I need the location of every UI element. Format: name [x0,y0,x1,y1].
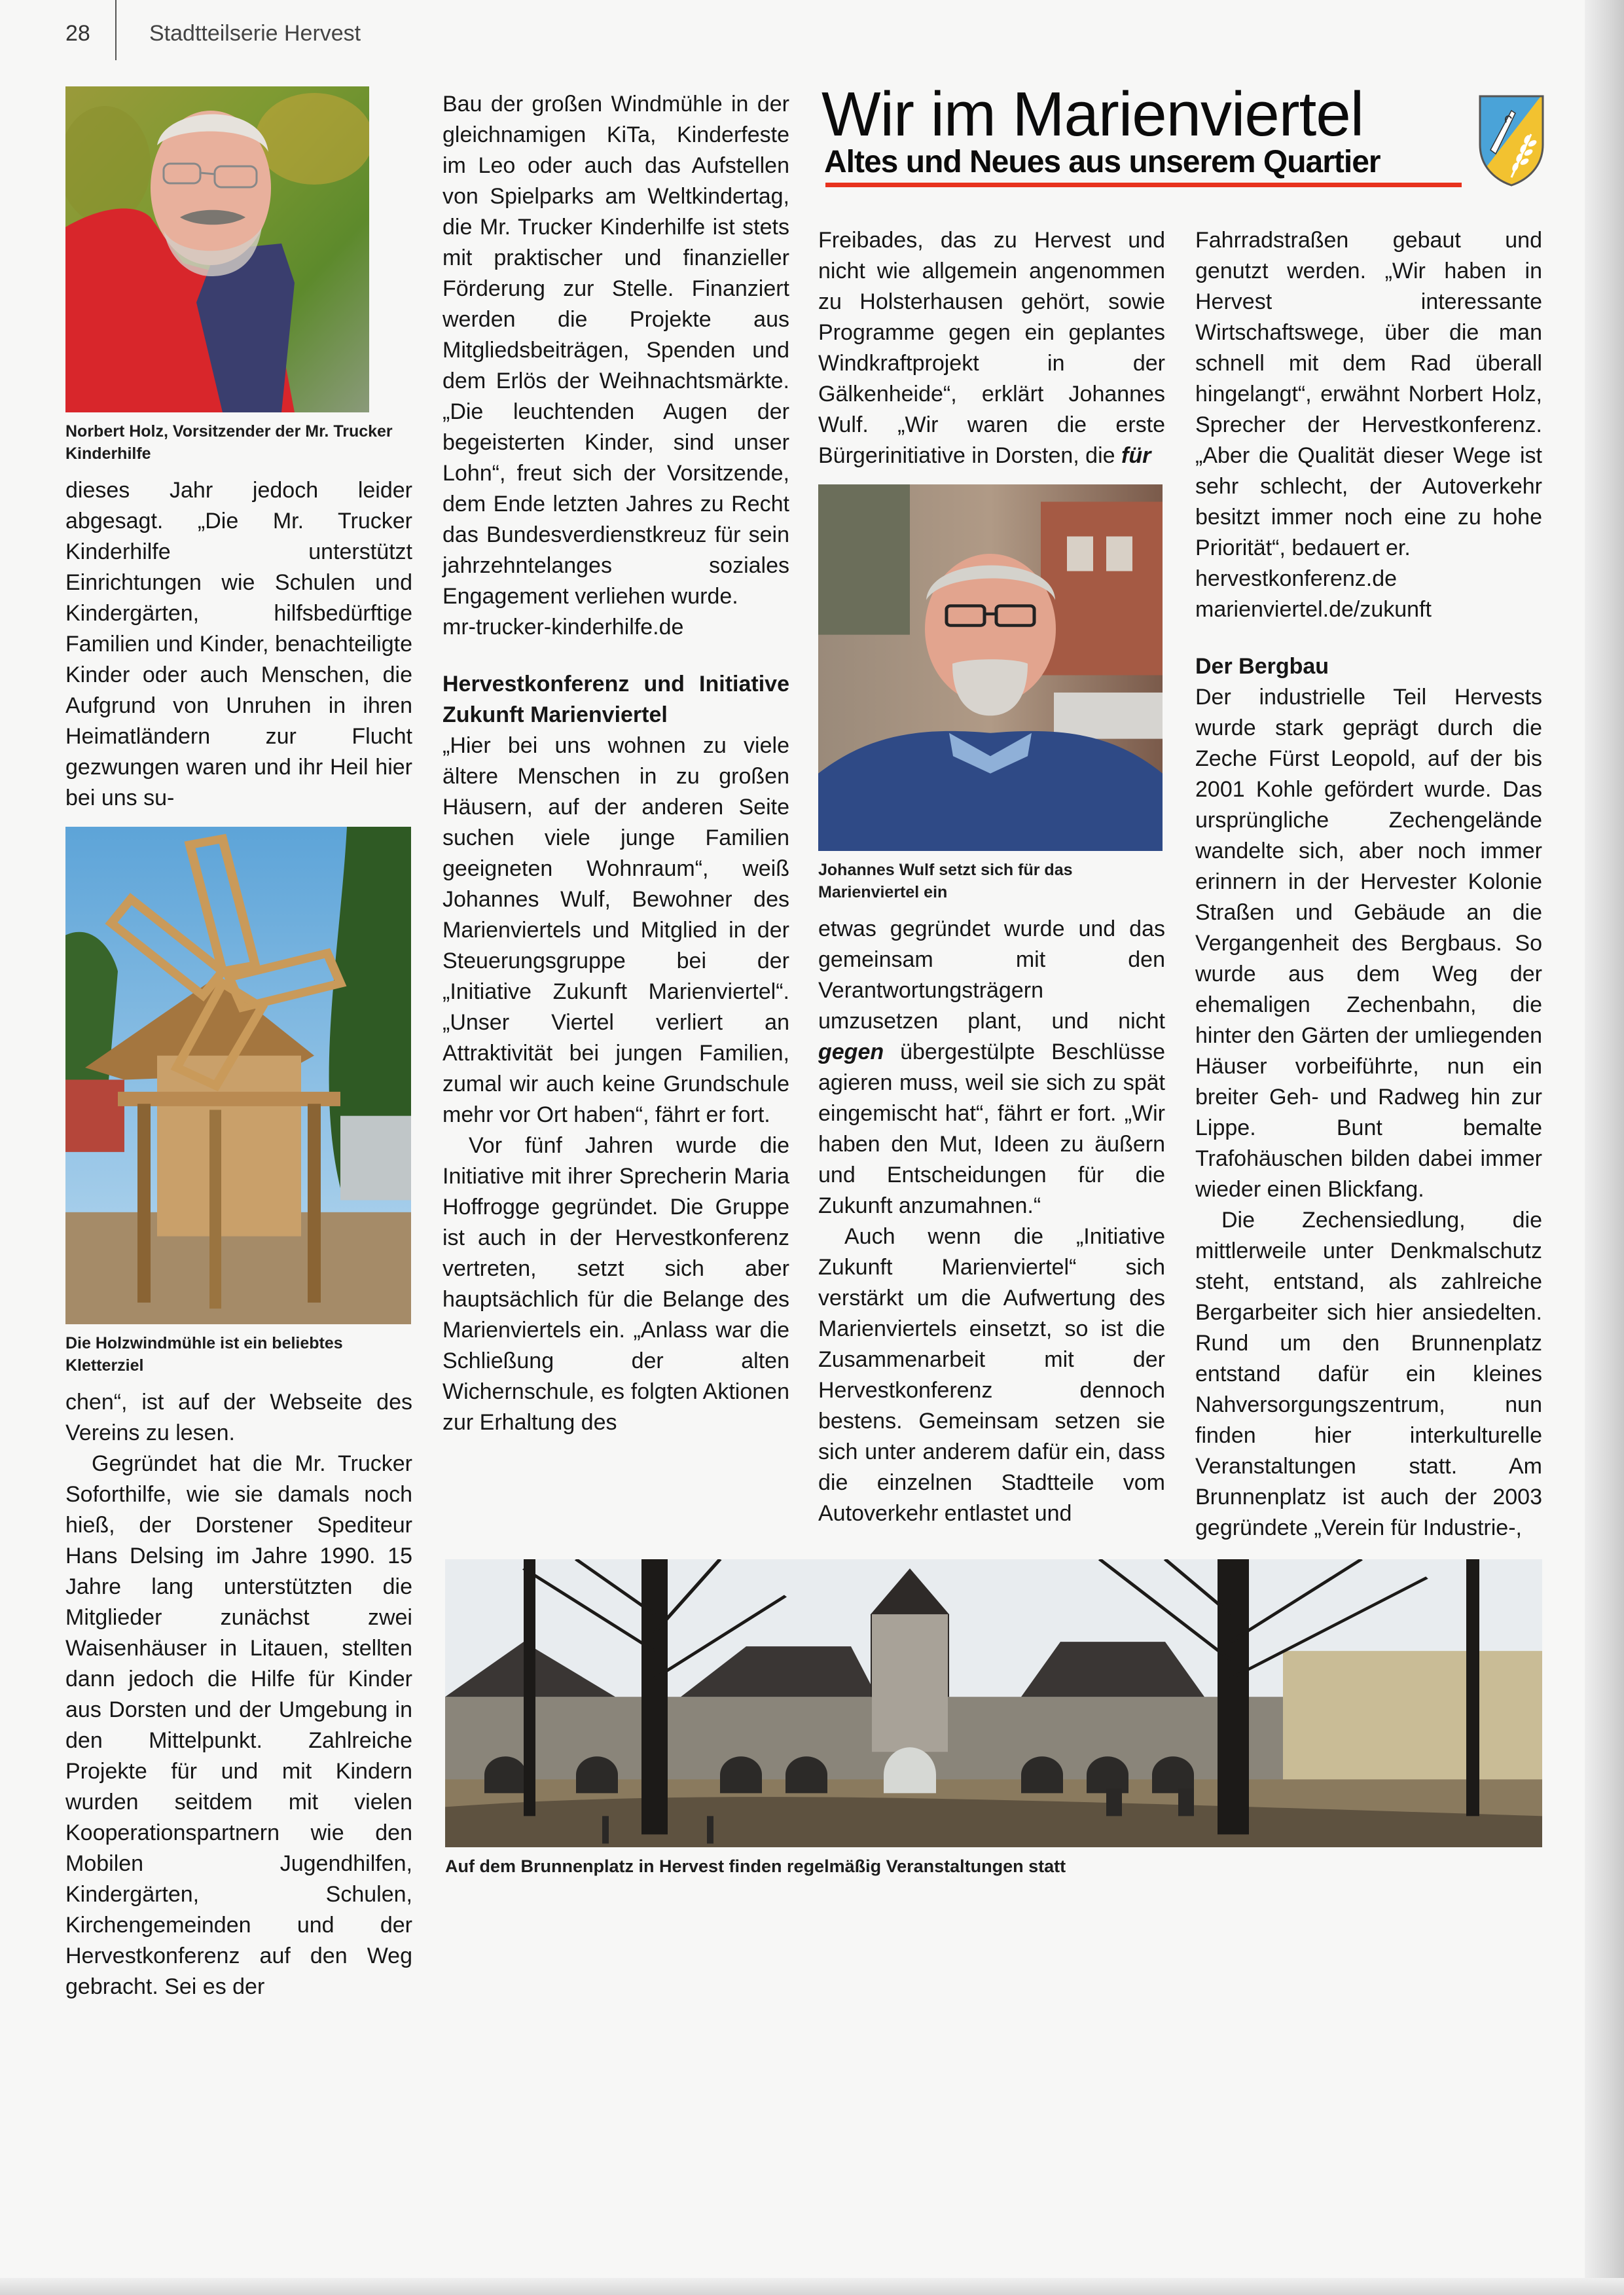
article-text-block [818,914,1165,1529]
paragraph: „Hier bei uns wohnen zu viele ältere Menschen in zu großen Häusern, auf der anderen Seite suchen viele junge Familien geeigneten Wohnraum“, weiß Johannes Wulf, Bewohner des Marienviertels und Mitglied in der Steuerungsgruppe bei der „Initiative Zukunft Marienviertel“. „Unser Viertel verliert an Attraktivität bei jungen Familien, zumal wir auch keine Grundschule mehr vor Ort haben“, fährt er fort. [442,733,789,1127]
article-column-2 [442,89,789,1438]
emphasis: für [1121,443,1151,468]
photo-wooden-windmill [65,827,411,1324]
paragraph: Die Zechensiedlung, die mittlerweile unter Denkmalschutz steht, entstand, als zahlreiche Bergarbeiter sich hier ansiedelten. Rund um den Brunnenplatz entstand dafür ein kleines Nahversorgungszentrum, nun finden hier interkulturelle Veranstaltungen statt. Am Brunnenplatz ist auch der 2003 gegründete „Verein für Industrie-, [1195,1208,1542,1540]
text-run: Freibades, das zu Hervest und nicht wie allgemein angenommen zu Holsterhausen gehört, sowie Programme gegen ein geplantes Windkraftprojekt in der Gälkenheide“, erklärt Johannes Wulf. „Wir waren die erste Bürgerinitiative in Dorsten, die [818,228,1165,468]
paragraph: Auch wenn die „Initiative Zukunft Marienviertel“ sich verstärkt um die Aufwertung des Marienviertels einsetzt, so ist die Zusammenarbeit mit der Hervestkonferenz dennoch bestens. Gemeinsam setzen sie sich unter anderem dafür ein, dass die einzelnen Stadtteile vom Autoverkehr entlastet und [818,1224,1165,1526]
article-text-block [818,225,1165,471]
article-text-block [442,89,789,1438]
paragraph: dieses Jahr jedoch leider abgesagt. „Die Mr. Trucker Kinderhilfe unterstützt Einrichtungen wie Schulen und Kindergärten, hilfsbedürftige Familien und Kinder, benachteiligte Kinder oder auch Menschen, die Aufgrund von Unruhen in ihren Heimatländern zur Flucht gezwungen waren und ihr Heil hier bei uns su- [65,478,412,810]
subheading-hervestkonferenz: Hervestkonferenz und Initiative Zukunft Marienviertel [442,672,789,727]
page-bottom-edge [0,2278,1624,2295]
photo-johannes-wulf [818,484,1163,851]
section-masthead [821,79,1528,193]
photo-caption-norbert-holz: Norbert Holz, Vorsitzender der Mr. Trucker Kinderhilfe [65,422,393,463]
paragraph: Vor fünf Jahren wurde die Initiative mit ihrer Sprecherin Maria Hoffrogge gegründet. Die Gruppe ist auch in der Hervestkonferenz vertreten, setzt sich aber hauptsächlich für die Belange des Marienviertels ein. „Anlass war die Schließung der alten Wichernschule, es folgten Aktionen zur Erhaltung des [442,1133,789,1435]
article-text-block [65,475,412,814]
article-column-4 [1195,225,1542,1544]
coat-of-arms-icon [1477,94,1545,187]
header-divider [115,0,117,60]
section-subtitle: Altes und Neues aus unserem Quartier [824,145,1380,179]
photo-brunnenplatz [445,1559,1542,1847]
paragraph: Gegründet hat die Mr. Trucker Soforthilfe, wie sie damals noch hieß, der Dorstener Spediteur Hans Delsing im Jahre 1990. 15 Jahre lang unterstützten die Mitglieder zunächst zwei Waisenhäuser in Litauen, stellten dann jedoch die Hilfe für Kinder aus Dorsten und der Umgebung in den Mittelpunkt. Zahlreiche Projekte für und mit Kindern wurden seitdem mit vielen Kooperationspartnern wie den Mobilen Jugendhilfen, Kindergärten, Schulen, Kirchengemeinden und der Hervestkonferenz auf den Weg gebracht. Sei es der [65,1451,412,1999]
paragraph [818,914,1165,1221]
title-underline [825,183,1462,187]
subheading-bergbau: Der Bergbau [1195,654,1329,679]
article-text-block [65,1387,412,2002]
photo-caption-johannes-wulf: Johannes Wulf setzt sich für das Marienviertel ein [818,861,1073,901]
paragraph [818,225,1165,471]
website-link[interactable]: mr-trucker-kinderhilfe.de [442,615,684,640]
paragraph: chen“, ist auf der Webseite des Vereins zu lesen. [65,1390,412,1445]
website-link-marienviertel[interactable]: marienviertel.de/zukunft [1195,597,1432,622]
bottom-photo-block [445,1559,1542,1888]
emphasis: gegen [818,1039,884,1064]
section-title: Wir im Marienviertel [821,79,1364,149]
paragraph: Fahrradstraßen gebaut und genutzt werden. „Wir haben in Hervest interessante Wirtschaftswege, über die man schnell mit dem Rad überall hingelangt“, erwähnt Norbert Holz, Sprecher der Hervestkonferenz. „Aber die Qualität dieser Wege ist sehr schlecht, der Autoverkehr besitzt immer noch eine zu hohe Priorität“, bedauert er. [1195,228,1542,560]
series-title: Stadtteilserie Hervest [149,21,361,46]
text-run: etwas gegründet wurde und das gemeinsam mit den Verantwortungsträgern umzusetzen plant, und nicht [818,916,1165,1034]
photo-caption-windmill: Die Holzwindmühle ist ein beliebtes Kletterziel [65,1334,343,1375]
article-column-1 [65,86,412,2002]
text-run: übergestülpte Beschlüsse agieren muss, weil sie sich zu spät eingemischt hat“, fährt er fort. „Wir haben den Mut, Ideen zu äußern und Entscheidungen für die Zukunft anzumahnen.“ [818,1039,1165,1218]
paragraph: Bau der großen Windmühle in der gleichnamigen KiTa, Kinderfeste im Leo oder auch das Aufstellen von Spielparks am Weltkindertag, die Mr. Trucker Kinderhilfe ist stets mit praktischer und finanzieller Förderung zur Stelle. Finanziert werden die Projekte aus Mitgliedsbeiträgen, Spenden und dem Erlös der Weihnachtsmärkte. „Die leuchtenden Augen der begeisterten Kinder, sind unser Lohn“, freut sich der Vorsitzende, dem Ende letzten Jahres zu Recht das Bundesverdienstkreuz für sein jahrzehntelanges soziales Engagement verliehen wurde. [442,92,789,609]
article-text-block [1195,225,1542,1544]
photo-norbert-holz [65,86,369,412]
website-link-hervestkonferenz[interactable]: hervestkonferenz.de [1195,566,1398,591]
photo-caption-brunnenplatz: Auf dem Brunnenplatz in Hervest finden regelmäßig Veranstaltungen statt [445,1856,1066,1876]
paragraph: Der industrielle Teil Hervests wurde stark geprägt durch die Zeche Fürst Leopold, auf der bis 2001 Kohle gefördert wurde. Das ursprüngliche Zechengelände wandelte sich, aber noch immer erinnern in der Hervester Kolonie Straßen und Gebäude an die Vergangenheit des Bergbaus. So wurde aus dem Weg der ehemaligen Zechenbahn, die hinter den Gärten der umliegenden Häuser vorbeiführte, nun ein breiter Geh- und Radweg hin zur Lippe. Bunt bemalte Trafohäuschen bilden dabei immer wieder einen Blickfang. [1195,685,1542,1202]
page-edge-shadow [1585,0,1624,2295]
article-column-3 [818,225,1165,1529]
page-number: 28 [65,21,90,46]
